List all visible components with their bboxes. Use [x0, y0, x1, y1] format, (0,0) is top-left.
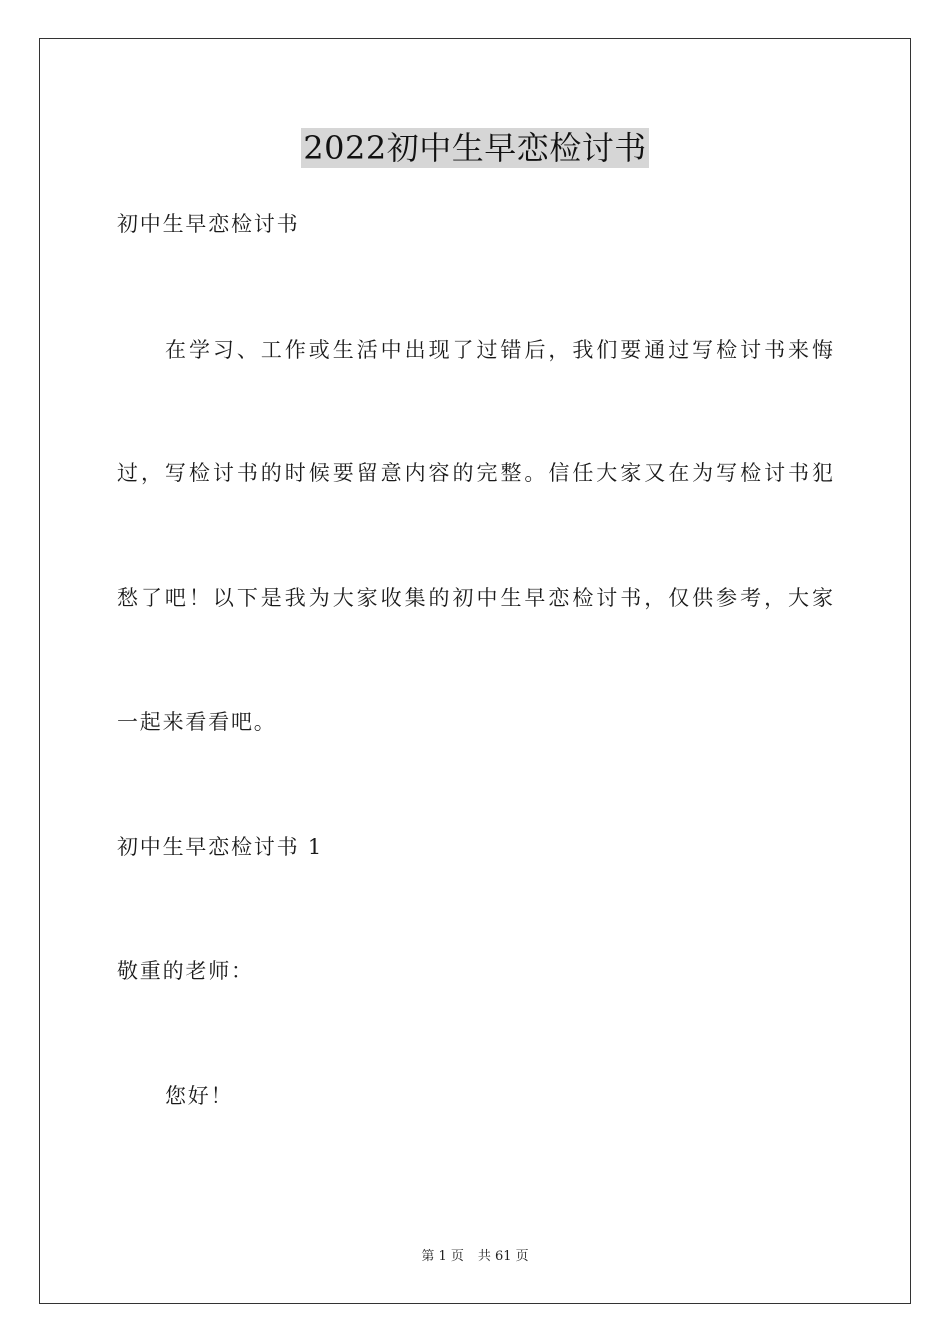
section-heading: 初中生早恋检讨书 1	[117, 835, 324, 859]
greeting: 您好！	[165, 1084, 234, 1108]
page-number: 第 1 页	[421, 1249, 464, 1264]
document-subtitle: 初中生早恋检讨书	[117, 212, 300, 236]
intro-line-3: 愁了吧！以下是我为大家收集的初中生早恋检讨书，仅供参考，大家	[117, 586, 833, 610]
intro-line-2: 过，写检讨书的时候要留意内容的完整。信任大家又在为写检讨书犯	[117, 461, 833, 485]
intro-line-4: 一起来看看吧。	[117, 710, 277, 734]
salutation: 敬重的老师：	[117, 959, 254, 983]
intro-line-1: 在学习、工作或生活中出现了过错后，我们要通过写检讨书来悔	[165, 338, 833, 362]
page-total: 共 61 页	[477, 1249, 529, 1264]
document-title: 2022初中生早恋检讨书	[303, 129, 647, 167]
page-footer	[0, 1249, 950, 1265]
title-container	[0, 128, 950, 168]
